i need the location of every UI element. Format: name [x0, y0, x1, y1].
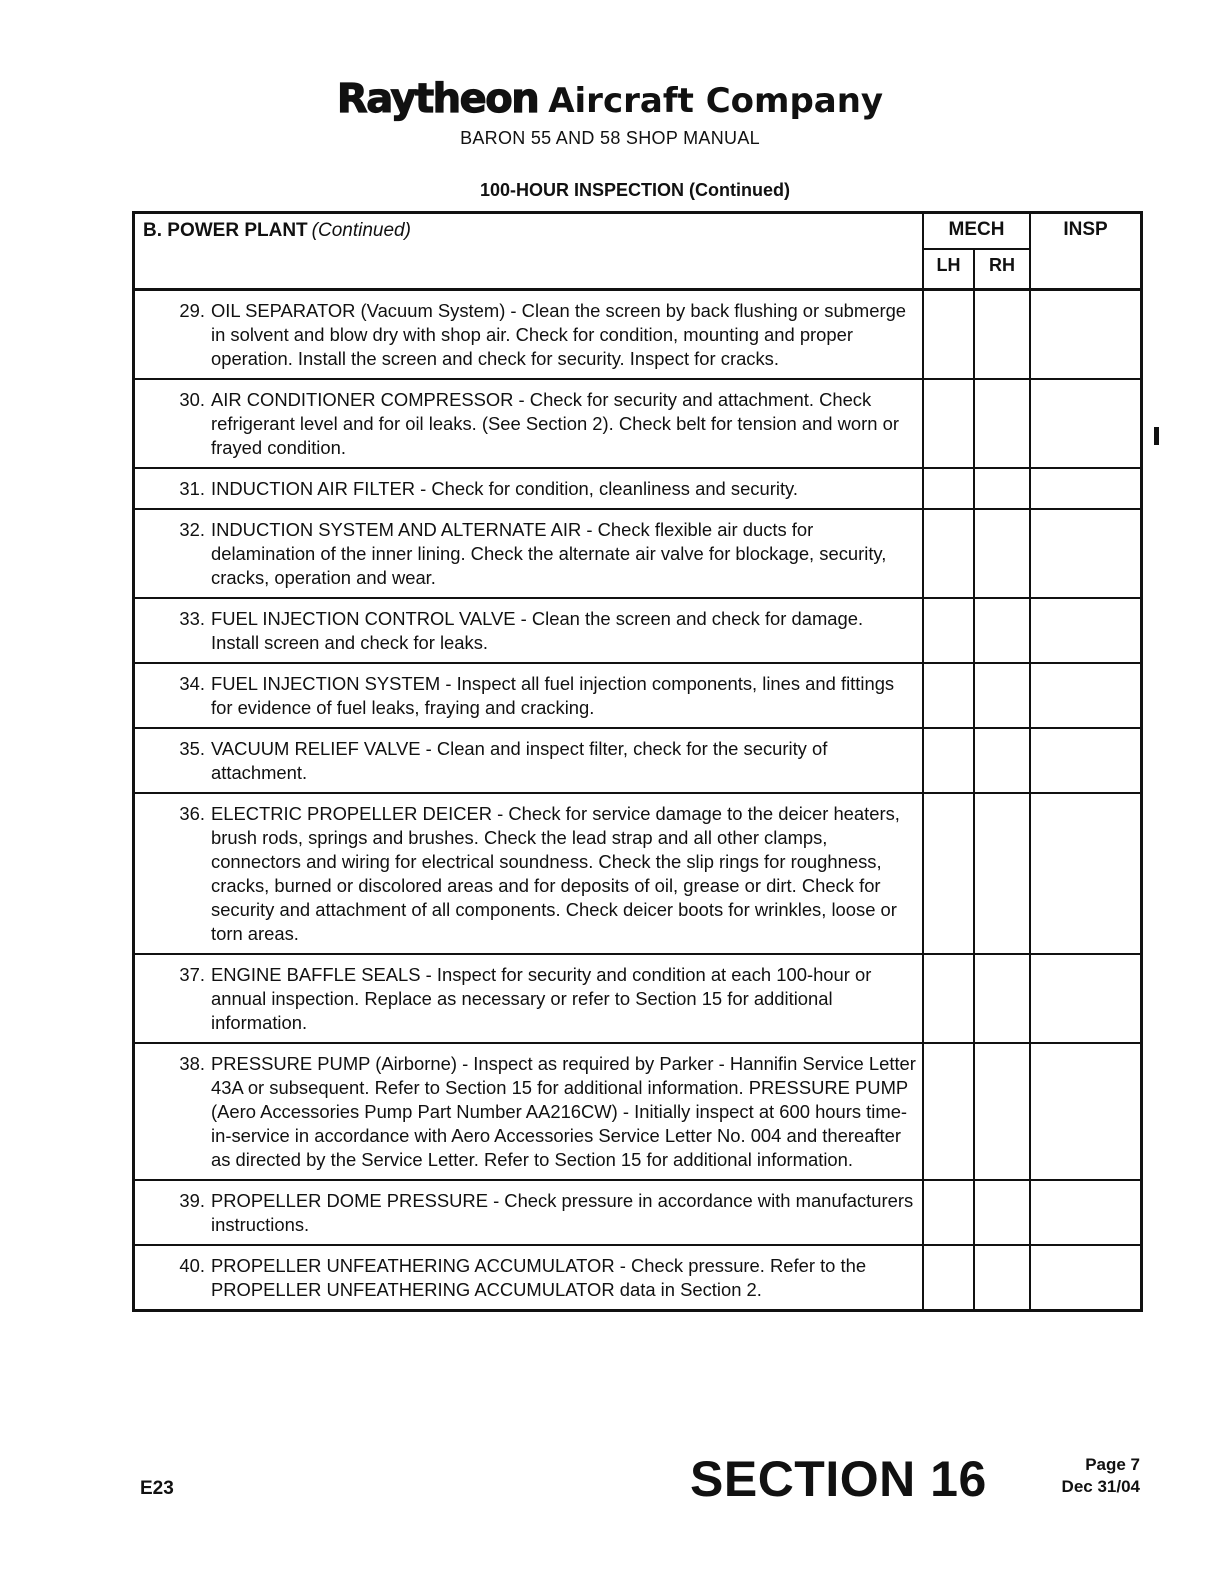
rh-checkbox-cell[interactable] — [975, 291, 1031, 378]
lh-checkbox-cell[interactable] — [924, 1181, 975, 1244]
company-name: Aircraft Company — [548, 81, 884, 121]
lh-checkbox-cell[interactable] — [924, 1246, 975, 1309]
lh-checkbox-cell[interactable] — [924, 1044, 975, 1179]
lh-label: LH — [924, 250, 975, 288]
item-description-cell — [135, 469, 924, 508]
item-text: INDUCTION SYSTEM AND ALTERNATE AIR - Check flexible air ducts for delamination of the inner lining. Check the alternate air valve for blockage, security, cracks, operation and wear. — [211, 519, 887, 588]
mech-header — [924, 214, 1031, 288]
lh-checkbox-cell[interactable] — [924, 380, 975, 467]
item-number: 31. — [179, 478, 205, 499]
lh-checkbox-cell[interactable] — [924, 664, 975, 727]
mech-label: MECH — [924, 214, 1029, 250]
inspection-table — [132, 211, 1143, 1312]
table-row — [135, 1246, 1140, 1309]
item-text: AIR CONDITIONER COMPRESSOR - Check for security and attachment. Check refrigerant level and for oil leaks. (See Section 2). Check belt for tension and worn or frayed condition. — [211, 389, 899, 458]
item-number: 38. — [179, 1053, 205, 1074]
rh-checkbox-cell[interactable] — [975, 469, 1031, 508]
inspection-title: 100-HOUR INSPECTION (Continued) — [479, 180, 790, 200]
item-description-cell — [135, 1181, 924, 1244]
item-text: PROPELLER UNFEATHERING ACCUMULATOR - Check pressure. Refer to the PROPELLER UNFEATHERING ACCUMULATOR data in Section 2. — [211, 1255, 867, 1300]
rh-checkbox-cell[interactable] — [975, 729, 1031, 792]
item-description-cell — [135, 510, 924, 597]
item-text: ELECTRIC PROPELLER DEICER - Check for service damage to the deicer heaters, brush rods, springs and brushes. Check the lead strap and all other clamps, connectors and wiring for electrical soundness. Check the slip rings for roughness, cracks, burned or discolored areas and for deposits of oil, grease or dirt. Check for security and attachment of all components. Check deicer boots for wrinkles, loose or torn areas. — [211, 803, 900, 944]
item-number: 39. — [179, 1190, 205, 1211]
lh-checkbox-cell[interactable] — [924, 510, 975, 597]
item-description-cell — [135, 955, 924, 1042]
item-description-cell — [135, 291, 924, 378]
insp-checkbox-cell[interactable] — [1031, 1246, 1140, 1309]
section-label-cell — [135, 214, 924, 288]
table-row — [135, 729, 1140, 794]
rh-checkbox-cell[interactable] — [975, 1181, 1031, 1244]
item-text: PROPELLER DOME PRESSURE - Check pressure in accordance with manufacturers instructions. — [211, 1190, 914, 1235]
item-description-cell — [135, 729, 924, 792]
insp-checkbox-cell[interactable] — [1031, 291, 1140, 378]
table-row — [135, 291, 1140, 380]
section-label: B. POWER PLANT — [143, 220, 308, 241]
item-text: OIL SEPARATOR (Vacuum System) - Clean the screen by back flushing or submerge in solvent and blow dry with shop air. Check for condition, mounting and proper operation. Install the screen and check for security. Inspect for cracks. — [211, 300, 907, 369]
item-text: ENGINE BAFFLE SEALS - Inspect for security and condition at each 100-hour or annual inspection. Replace as necessary or refer to Section 15 for additional information. — [211, 964, 872, 1033]
page-header — [0, 76, 1220, 122]
insp-checkbox-cell[interactable] — [1031, 599, 1140, 662]
item-number: 35. — [179, 738, 205, 759]
insp-checkbox-cell[interactable] — [1031, 729, 1140, 792]
rh-checkbox-cell[interactable] — [975, 794, 1031, 953]
table-row — [135, 380, 1140, 469]
item-number: 34. — [179, 673, 205, 694]
rh-checkbox-cell[interactable] — [975, 1246, 1031, 1309]
rh-checkbox-cell[interactable] — [975, 510, 1031, 597]
item-description-cell — [135, 380, 924, 467]
rh-checkbox-cell[interactable] — [975, 955, 1031, 1042]
company-logo — [337, 76, 883, 122]
table-row — [135, 794, 1140, 955]
table-header — [135, 214, 1140, 291]
item-description-cell — [135, 1044, 924, 1179]
lh-checkbox-cell[interactable] — [924, 469, 975, 508]
insp-checkbox-cell[interactable] — [1031, 1181, 1140, 1244]
insp-checkbox-cell[interactable] — [1031, 510, 1140, 597]
table-row — [135, 955, 1140, 1044]
table-row — [135, 510, 1140, 599]
insp-checkbox-cell[interactable] — [1031, 380, 1140, 467]
insp-checkbox-cell[interactable] — [1031, 794, 1140, 953]
table-row — [135, 1181, 1140, 1246]
lh-checkbox-cell[interactable] — [924, 729, 975, 792]
item-text: FUEL INJECTION CONTROL VALVE - Clean the screen and check for damage. Install screen and check for leaks. — [211, 608, 864, 653]
item-number: 30. — [179, 389, 205, 410]
insp-label: INSP — [1063, 219, 1108, 240]
lh-checkbox-cell[interactable] — [924, 794, 975, 953]
table-body — [135, 291, 1140, 1309]
rh-checkbox-cell[interactable] — [975, 1044, 1031, 1179]
insp-checkbox-cell[interactable] — [1031, 1044, 1140, 1179]
manual-title: BARON 55 AND 58 SHOP MANUAL — [460, 128, 760, 148]
revision-date: Dec 31/04 — [1061, 1477, 1140, 1496]
item-description-cell — [135, 1246, 924, 1309]
item-description-cell — [135, 664, 924, 727]
item-description-cell — [135, 599, 924, 662]
footer-code: E23 — [140, 1478, 174, 1499]
item-text: VACUUM RELIEF VALVE - Clean and inspect filter, check for the security of attachment. — [211, 738, 828, 783]
table-row — [135, 664, 1140, 729]
item-number: 29. — [179, 300, 205, 321]
rh-label: RH — [989, 255, 1015, 275]
rh-checkbox-cell[interactable] — [975, 599, 1031, 662]
brand-name: Raytheon — [336, 76, 539, 122]
insp-checkbox-cell[interactable] — [1031, 955, 1140, 1042]
lh-checkbox-cell[interactable] — [924, 599, 975, 662]
table-row — [135, 1044, 1140, 1181]
insp-checkbox-cell[interactable] — [1031, 469, 1140, 508]
lh-checkbox-cell[interactable] — [924, 291, 975, 378]
table-row — [135, 599, 1140, 664]
section-suffix: (Continued) — [311, 220, 411, 241]
item-number: 37. — [179, 964, 205, 985]
page-number: Page 7 — [1085, 1455, 1140, 1474]
lh-checkbox-cell[interactable] — [924, 955, 975, 1042]
item-number: 33. — [179, 608, 205, 629]
footer-page-info — [1030, 1454, 1140, 1498]
revision-change-bar — [1154, 427, 1159, 445]
footer-section-title: SECTION 16 — [690, 1451, 987, 1507]
item-text: FUEL INJECTION SYSTEM - Inspect all fuel injection components, lines and fittings for evidence of fuel leaks, fraying and cracking. — [211, 673, 895, 718]
rh-checkbox-cell[interactable] — [975, 664, 1031, 727]
item-number: 36. — [179, 803, 205, 824]
rh-checkbox-cell[interactable] — [975, 380, 1031, 467]
item-text: PRESSURE PUMP (Airborne) - Inspect as required by Parker - Hannifin Service Letter 43A or subsequent. Refer to Section 15 for additional information. PRESSURE PUMP (Aero Accessories Pump Part Number AA216CW) - Initially inspect at 600 hours time-in-service in accordance with Aero Accessories Service Letter No. 004 and thereafter as directed by the Service Letter. Refer to Section 15 for additional information. — [211, 1053, 916, 1170]
item-text: INDUCTION AIR FILTER - Check for condition, cleanliness and security. — [211, 478, 798, 499]
insp-checkbox-cell[interactable] — [1031, 664, 1140, 727]
item-number: 40. — [179, 1255, 205, 1276]
item-description-cell — [135, 794, 924, 953]
item-number: 32. — [179, 519, 205, 540]
table-row — [135, 469, 1140, 510]
